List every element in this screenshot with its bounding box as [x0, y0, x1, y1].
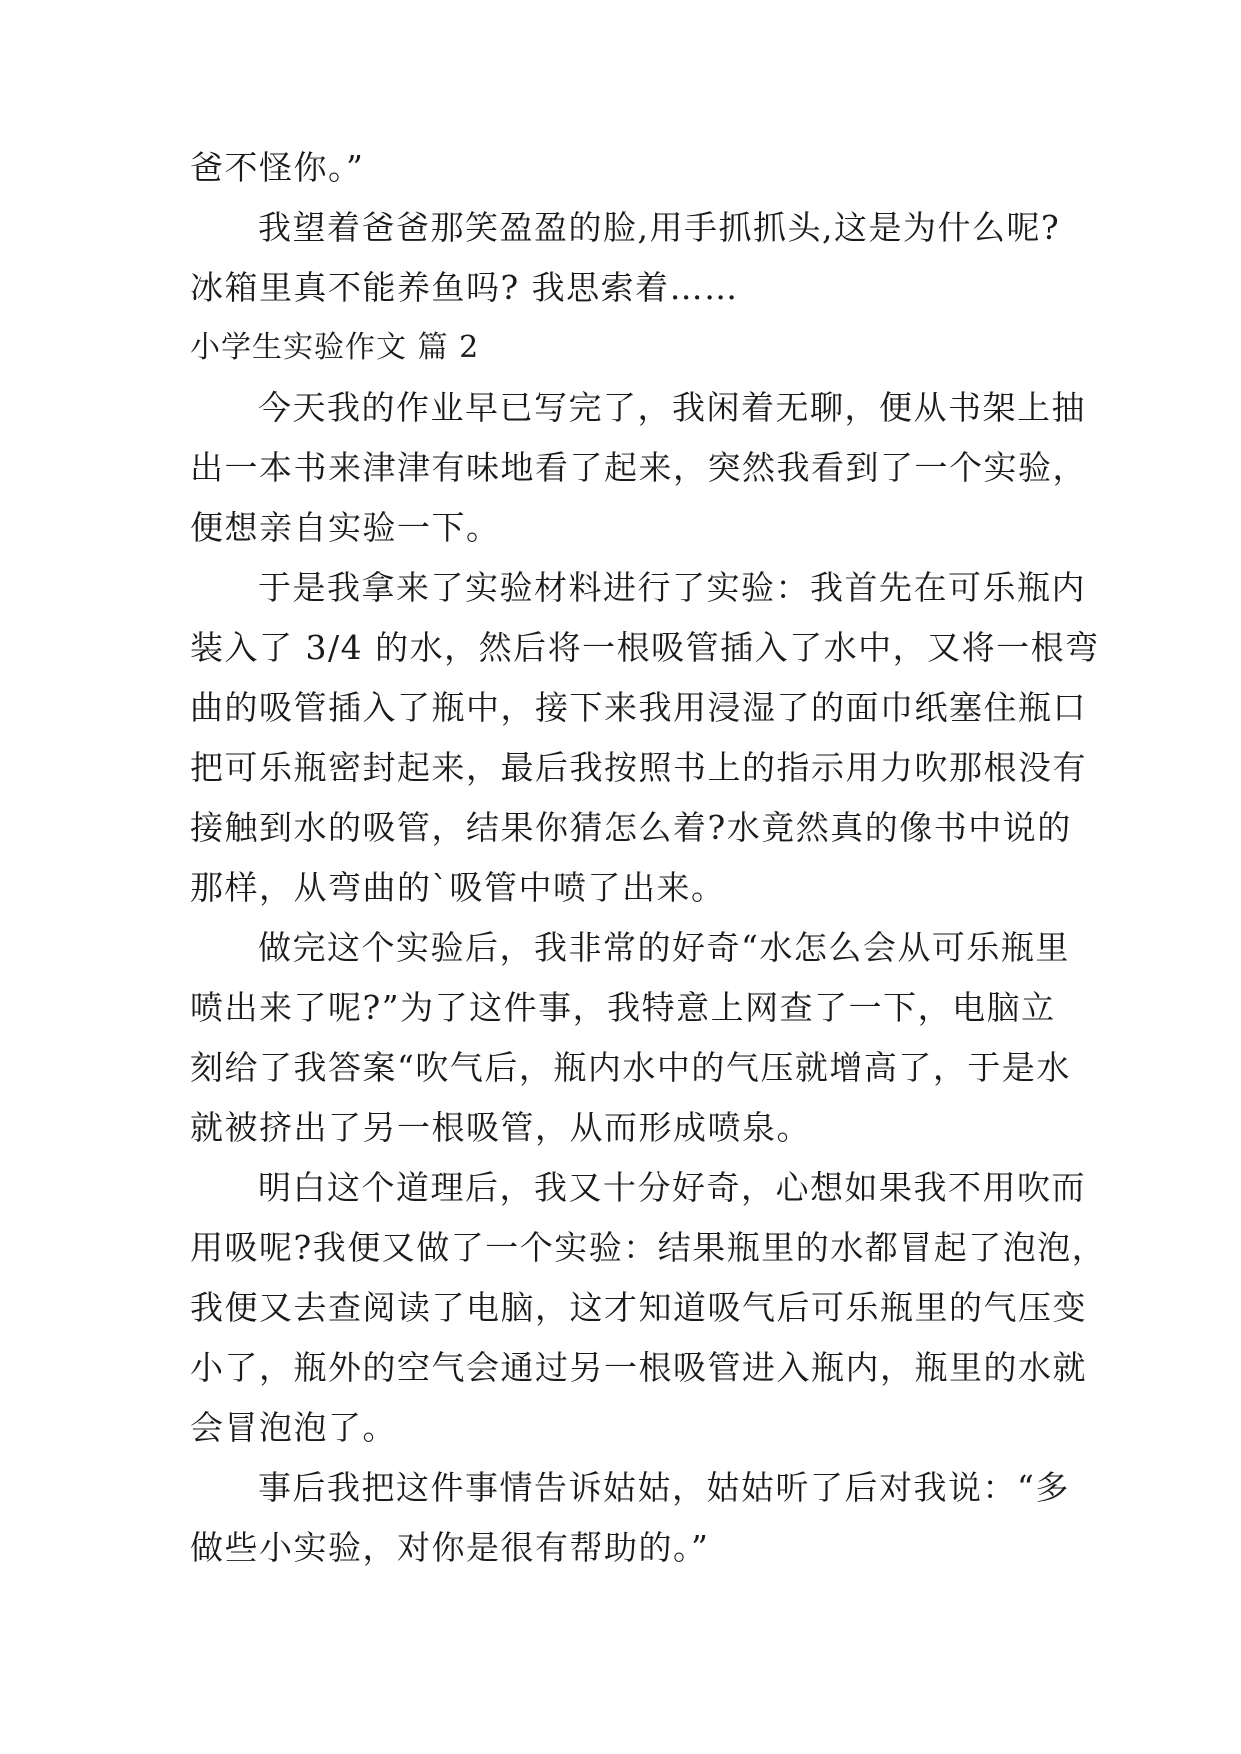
text-line: 曲的吸管插入了瓶中，接下来我用浸湿了的面巾纸塞住瓶口 — [190, 688, 1087, 727]
text-line: 用吸呢?我便又做了一个实验：结果瓶里的水都冒起了泡泡， — [190, 1228, 1107, 1267]
text-line: 刻给了我答案“吹气后，瓶内水中的气压就增高了，于是水 — [190, 1048, 1071, 1087]
text-line: 明白这个道理后，我又十分好奇，心想如果我不用吹而 — [258, 1168, 1086, 1207]
text-line: 我望着爸爸那笑盈盈的脸,用手抓抓头,这是为什么呢? — [258, 208, 1061, 247]
text-line: 便想亲自实验一下。 — [190, 508, 501, 547]
text-line: 装入了 3/4 的水，然后将一根吸管插入了水中，又将一根弯 — [190, 628, 1100, 667]
text-line: 那样，从弯曲的`吸管中喷了出来。 — [190, 868, 726, 907]
paragraph — [190, 918, 1071, 1158]
text-line: 小了，瓶外的空气会通过另一根吸管进入瓶内，瓶里的水就 — [190, 1348, 1087, 1387]
text-line: 事后我把这件事情告诉姑姑，姑姑听了后对我说：“多 — [258, 1468, 1070, 1507]
paragraph — [190, 138, 1050, 198]
text-line: 今天我的作业早已写完了，我闲着无聊，便从书架上抽 — [258, 388, 1086, 427]
text-line: 喷出来了呢?”为了这件事，我特意上网查了一下，电脑立 — [190, 988, 1056, 1027]
text-line: 接触到水的吸管，结果你猜怎么着?水竟然真的像书中说的 — [190, 808, 1072, 847]
text-line: 做些小实验，对你是很有帮助的。” — [190, 1528, 710, 1567]
document-page — [190, 138, 1107, 1578]
text-line: 冰箱里真不能养鱼吗? 我思索着…… — [190, 268, 739, 307]
paragraph — [190, 558, 1100, 918]
text-line: 爸不怪你。” — [190, 148, 365, 187]
paragraph — [190, 1158, 1107, 1458]
paragraph — [190, 378, 1087, 558]
paragraph — [190, 198, 1061, 318]
paragraph — [190, 1458, 1070, 1578]
text-line: 出一本书来津津有味地看了起来，突然我看到了一个实验， — [190, 448, 1087, 487]
text-line: 做完这个实验后，我非常的好奇“水怎么会从可乐瓶里 — [258, 928, 1070, 967]
text-line: 我便又去查阅读了电脑，这才知道吸气后可乐瓶里的气压变 — [190, 1288, 1087, 1327]
text-line: 于是我拿来了实验材料进行了实验：我首先在可乐瓶内 — [258, 568, 1086, 607]
text-line: 就被挤出了另一根吸管，从而形成喷泉。 — [190, 1108, 811, 1147]
text-line: 把可乐瓶密封起来，最后我按照书上的指示用力吹那根没有 — [190, 748, 1087, 787]
section-heading: 小学生实验作文 篇 2 — [190, 330, 480, 365]
text-line: 会冒泡泡了。 — [190, 1408, 397, 1447]
